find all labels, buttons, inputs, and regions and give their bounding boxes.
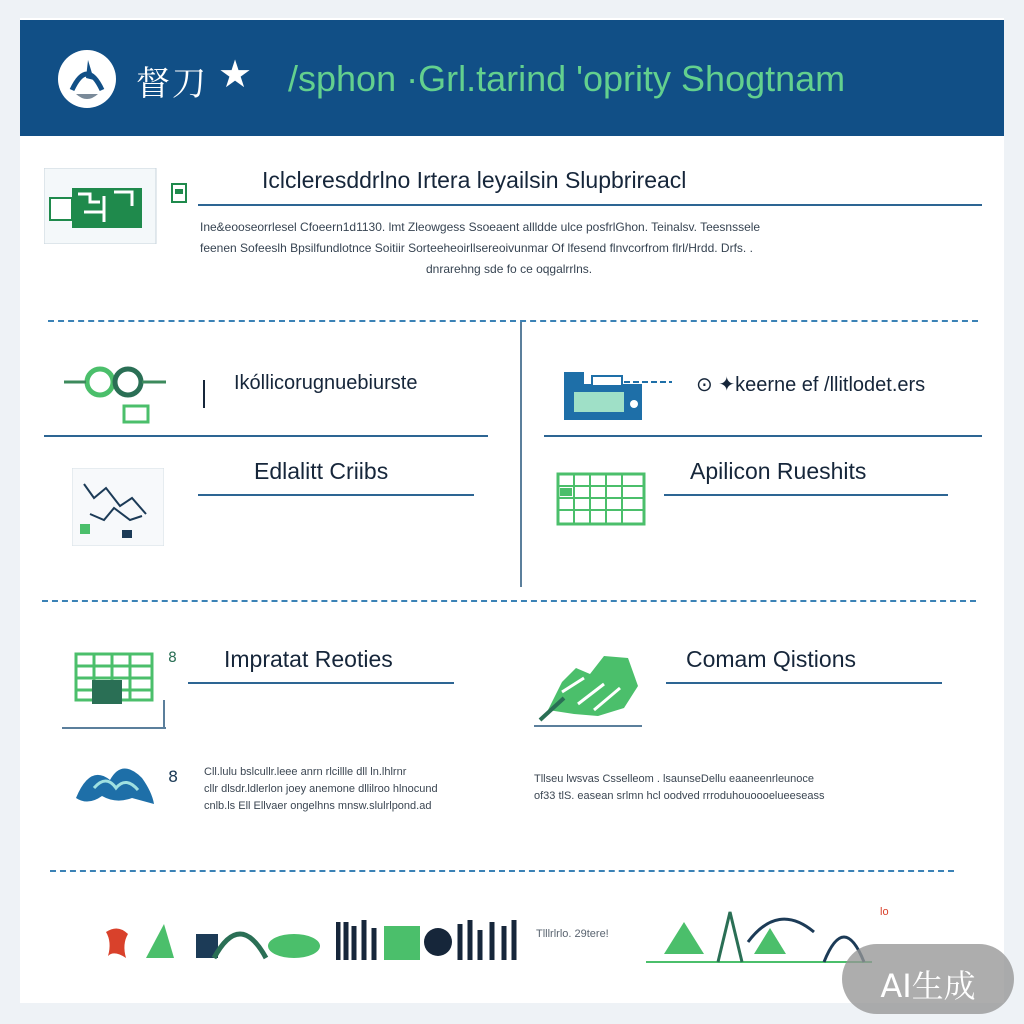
- intro-paragraph-line-2: feenen Sofeeslh Bpsilfundlotnce Soitiir Sorteeheoirllsereoivunmar Of lfesend flnvcorfrom flrl/Hrdd. Drfs. .: [200, 241, 753, 255]
- section-bottom-left-title: Impratat Reoties: [224, 646, 393, 672]
- divider-1: [48, 320, 978, 322]
- intro-paragraph-line-1: Ine&eooseorrlesel Cfoeern1d1130. lmt Zleowgess Ssoeaent allldde ulce posfrlGhon. Teinalsv. Teesnssele: [200, 220, 761, 234]
- section-mid-left-title: Edlalitt Criibs: [254, 458, 389, 484]
- bottom-left-text-line-2: cllr dlsdr.ldlerlon joey anemone dllilroo hlnocund: [204, 783, 438, 795]
- header-cjk-text: 督刀: [136, 64, 208, 104]
- svg-text:8: 8: [168, 767, 179, 786]
- divider-2: [42, 600, 976, 602]
- trees-strip-icon: [144, 914, 324, 969]
- infographic-card: [20, 18, 1004, 1003]
- intro-title: Iclcleresddrlno Irtera leyailsin Slupbrireacl: [262, 167, 687, 193]
- landscape-strip-icon: [644, 902, 874, 973]
- top-right-rule: [544, 435, 982, 437]
- bottom-right-text-line-2: of33 tlS. easean srlmn hcl oodved rrroduhouoooelueeseass: [534, 790, 825, 802]
- globe-logo-icon: [58, 50, 116, 108]
- spreadsheet-icon: [62, 640, 182, 737]
- grid-calendar-icon: [556, 472, 646, 531]
- bottom-right-text-line-1: Tllseu lwsvas Csselleom . lsaunseDellu eaaneenrleunoce: [534, 773, 815, 785]
- star-icon: ★: [218, 54, 253, 96]
- pepper-icon: [98, 922, 138, 967]
- intro-paragraph-line-3: dnrarehng sde fo ce oqgalrrlns.: [426, 262, 593, 276]
- chemistry-strip-icon: [336, 916, 520, 971]
- section-top-left-title: Ikóllicorugnuebiurste: [234, 372, 418, 394]
- header-title: /sphon ·Grl.tarind 'oprity Shogtnam: [288, 58, 846, 99]
- mid-right-rule: [664, 494, 948, 496]
- section-top-right-title: ⊙ ✦keerne ef /llitlodet.ers: [696, 374, 926, 396]
- leaf-map-icon: [534, 648, 646, 733]
- bottom-left-rule: [188, 682, 454, 684]
- printer-icon: [562, 366, 682, 427]
- bottom-right-rule: [666, 682, 942, 684]
- watermark-text: AI生成: [880, 967, 976, 1005]
- vertical-divider-top: [520, 322, 522, 587]
- divider-3: [50, 870, 954, 872]
- section-bottom-right-title: Comam Qistions: [686, 646, 856, 672]
- section-mid-right-title: Apilicon Rueshits: [690, 458, 867, 484]
- goggles-icon: [64, 366, 214, 431]
- top-left-rule: [44, 435, 488, 437]
- bottom-left-text-line-1: Cll.lulu bslcullr.leee anrn rlcillle dll ln.lhlrnr: [204, 766, 407, 778]
- circuit-board-icon: [44, 168, 194, 249]
- footer-left-text: Tlllrlrlo. 29tere!: [536, 928, 609, 940]
- ribbon-icon: [72, 758, 182, 813]
- intro-title-rule: [198, 204, 982, 206]
- footer-right-mark: lo: [880, 906, 889, 918]
- svg-text:8: 8: [168, 650, 177, 666]
- bottom-left-text-line-3: cnlb.ls Ell Ellvaer ongelhns mnsw.slulrlpond.ad: [204, 800, 432, 812]
- ai-generated-watermark: [842, 944, 1014, 1014]
- network-graph-icon: [72, 468, 164, 551]
- mid-left-rule: [198, 494, 474, 496]
